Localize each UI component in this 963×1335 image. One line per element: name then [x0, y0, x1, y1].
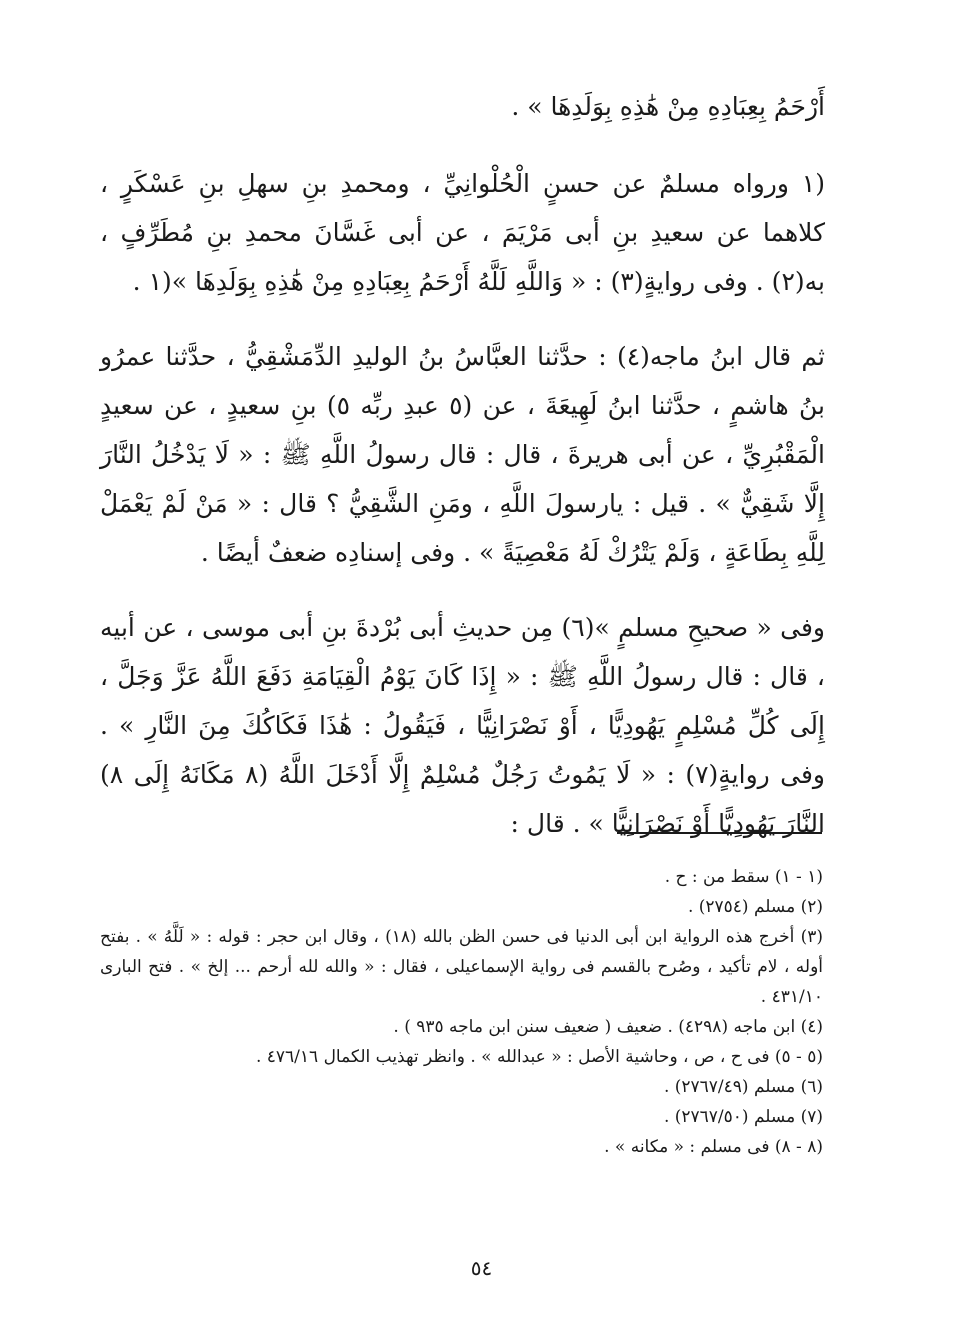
footnote: (٤) ابن ماجه (٤٢٩٨) . ضعيف ( ضعيف سنن ابن ماجه ٩٣٥ ) .: [393, 1017, 823, 1037]
paragraph-3: ثم قال ابنُ ماجه(٤) : حدَّثنا العبَّاسُ بنُ الوليدِ الدِّمَشْقِيُّ ، حدَّثنا عمرُو بنُ هاشمٍ ، حدَّثنا ابنُ لَهِيعَةَ ، عن (٥ عبدِ ربِّه ٥) بنِ سعيدٍ ، عن سعيدٍ الْمَقْبُرِيِّ ، عن أبى هريرةَ ، قال : قال رسولُ اللَّهِ ﷺ : « لَا يَدْخُلُ النَّارَ إِلَّا شَقِيٌّ » . قيل : يارسولَ اللَّهِ ، ومَنِ الشَّقِيُّ ؟ قال : « مَنْ لَمْ يَعْمَلْ لِلَّهِ بِطَاعَةٍ ، وَلَمْ يَتْرُكْ لَهُ مَعْصِيَةً » . وفى إسنادِه ضعفٌ أيضًا .: [100, 342, 826, 567]
footnote: (٦) مسلم (٢٧٦٧/٤٩) .: [663, 1077, 823, 1097]
main-text: [100, 82, 825, 874]
footnote-separator: [617, 832, 822, 834]
footnote: (١ - ١) سقط من : ح .: [664, 867, 823, 887]
paragraph-4: وفى « صحيحِ مسلمٍ »(٦) مِن حديثِ أبى بُرْدةَ بنِ أبى موسى ، عن أبيه ، قال : قال رسولُ اللَّهِ ﷺ : « إِذَا كَانَ يَوْمُ الْقِيَامَةِ دَفَعَ اللَّهُ عَزَّ وَجَلَّ ، إِلَى كُلِّ مُسْلِمٍ يَهُودِيًّا ، أَوْ نَصْرَانِيًّا ، فَيَقُولُ : هَٰذَا فَكَاكُكَ مِنَ النَّارِ » . وفى روايةٍ(٧) : « لَا يَمُوتُ رَجُلٌ مُسْلِمٌ إِلَّا أَدْخَلَ اللَّهُ (٨ مَكَانَهُ إِلَى ٨) النَّارَ يَهُودِيًّا أَوْ نَصْرَانِيًّا » . قال :: [100, 613, 826, 838]
footnote: (٨ - ٨) فى مسلم : « مكانه » .: [604, 1137, 823, 1157]
footnote: (٢) مسلم (٢٧٥٤) .: [687, 897, 823, 917]
footnote: (٧) مسلم (٢٧٦٧/٥٠) .: [663, 1107, 823, 1127]
paragraph-2: (١ ورواه مسلمٌ عن حسنٍ الْحُلْوانِيِّ ، ومحمدِ بنِ سهلِ بنِ عَسْكَرٍ ، كلاهما عن سعيدِ بنِ أبى مَرْيَمَ ، عن أبى غَسَّانَ محمدِ بنِ مُطَرِّفٍ ، به(٢) . وفى روايةٍ(٣) : « وَاللَّهِ لَلَّهُ أَرْحَمُ بِعِبَادِهِ مِنْ هَٰذِهِ بِوَلَدِهَا »(١ .: [100, 169, 825, 296]
footnote: (٣) أخرج هذه الرواية ابن أبى الدنيا فى حسن الظن بالله (١٨) ، وقال ابن حجر : قوله : « لَلَّهُ » . بفتح أوله ، لام تأكيد ، وصُرح بالقسم فى رواية الإسماعيلى ، فقال : « والله لله أرحم ... إلخ » . فتح البارى ٤٣١/١٠ .: [100, 927, 823, 1007]
footnote: (٥ - ٥) فى ح ، ص ، وحاشية الأصل : « عبدالله » . وانظر تهذيب الكمال ٤٧٦/١٦ .: [255, 1047, 823, 1067]
page-number: ٥٤: [470, 1256, 493, 1280]
paragraph-1: أَرْحَمُ بِعِبَادِهِ مِنْ هَٰذِهِ بِوَلَدِهَا » .: [511, 92, 825, 121]
footnotes: [100, 862, 823, 1162]
